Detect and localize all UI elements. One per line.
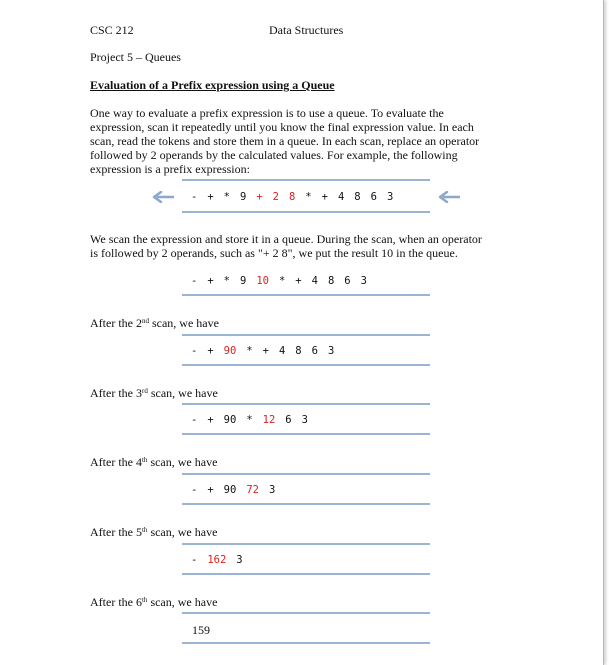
queue-token: - (191, 554, 198, 566)
queue-token: 10 (256, 275, 269, 287)
intro-paragraph (90, 106, 479, 176)
course-code: CSC 212 (90, 23, 134, 37)
queue-token: 3 (386, 191, 394, 203)
queue-token: 90 (223, 414, 237, 426)
queue-bottom-line (182, 573, 430, 575)
queue-token: + (207, 484, 214, 496)
queue-token: * (246, 345, 253, 357)
queue-bottom-line (182, 503, 430, 505)
queue-token: 8 (327, 275, 335, 287)
queue-token: 4 (311, 275, 318, 287)
scan-label-2: After the 2nd scan, we have (90, 316, 219, 330)
queue-bottom-line (182, 642, 430, 644)
queue-token: 2 (272, 191, 279, 203)
scan-text-line: We scan the expression and store it in a queue. During the scan, when an operator (90, 232, 482, 246)
left-arrow-icon (152, 191, 174, 203)
intro-line: followed by 2 operands by the calculated values. For example, the following (90, 148, 458, 162)
queue-top-line (182, 543, 430, 545)
queue-token: 12 (262, 414, 276, 426)
queue-token: + (207, 345, 214, 357)
project-title: Project 5 – Queues (90, 50, 181, 64)
left-arrow-icon (438, 191, 460, 203)
queue-token: 162 (207, 554, 227, 566)
intro-line: expression, scan it repeatedly until you know the final expression value. In each (90, 120, 474, 134)
queue-token: 8 (354, 191, 361, 203)
queue-token: * (246, 414, 253, 426)
queue-token: * (223, 275, 230, 287)
queue-token: + (295, 275, 302, 287)
scan-text-line: is followed by 2 operands, such as "+ 2 8", we put the result 10 in the queue. (90, 246, 458, 260)
scan-label-3: After the 3rd scan, we have (90, 386, 218, 400)
queue-token: 9 (239, 191, 247, 203)
queue-scan6 (192, 624, 220, 636)
queue-token: + (321, 191, 328, 203)
queue-token: - (191, 191, 198, 203)
intro-line: scan, read the tokens and store them in a queue. In each scan, replace an operator (90, 134, 480, 148)
course-subject: Data Structures (269, 23, 344, 37)
queue-top-line (182, 473, 430, 475)
queue-scan3 (191, 414, 318, 426)
intro-line: expression is a prefix expression: (90, 162, 250, 176)
queue-scan2 (191, 345, 344, 357)
queue-token: * (278, 275, 286, 287)
queue-token: - (191, 484, 198, 496)
queue-scan1 (191, 275, 377, 287)
queue-initial (191, 191, 403, 203)
queue-token: 9 (239, 275, 247, 287)
queue-scan5 (191, 554, 253, 566)
queue-top-line (182, 612, 430, 614)
queue-token: 4 (337, 191, 345, 203)
queue-scan4 (191, 484, 285, 496)
queue-token: 8 (295, 345, 302, 357)
scan-label-6: After the 6th scan, we have (90, 595, 218, 609)
queue-token: * (223, 191, 230, 203)
queue-top-line (182, 334, 430, 336)
queue-token: + (207, 191, 214, 203)
queue-token: + (207, 275, 214, 287)
queue-token: 3 (327, 345, 335, 357)
queue-token: 6 (344, 275, 351, 287)
queue-token: 3 (268, 484, 276, 496)
queue-bottom-line (182, 433, 430, 435)
queue-token: 6 (370, 191, 377, 203)
queue-token: - (191, 414, 198, 426)
queue-token: 90 (223, 484, 237, 496)
queue-token: + (262, 345, 269, 357)
queue-token: 3 (236, 554, 243, 566)
queue-token: 90 (223, 345, 237, 357)
queue-token: 4 (278, 345, 286, 357)
queue-top-line (182, 179, 430, 181)
scan-label-4: After the 4th scan, we have (90, 455, 218, 469)
queue-token: 8 (288, 191, 296, 203)
section-heading: Evaluation of a Prefix expression using a Queue (90, 78, 335, 92)
queue-bottom-line (182, 211, 430, 213)
queue-bottom-line (182, 294, 430, 296)
queue-bottom-line (182, 364, 430, 366)
first-scan-paragraph (90, 232, 482, 260)
queue-token: 3 (301, 414, 308, 426)
queue-token: + (256, 191, 263, 203)
queue-token: 3 (360, 275, 367, 287)
queue-token: - (191, 345, 198, 357)
intro-line: One way to evaluate a prefix expression is to use a queue. To evaluate the (90, 106, 444, 120)
queue-token: 6 (285, 414, 292, 426)
queue-token: 6 (311, 345, 318, 357)
queue-token: + (207, 414, 214, 426)
scan-label-5: After the 5th scan, we have (90, 525, 218, 539)
queue-token: - (191, 275, 198, 287)
queue-token: * (305, 191, 312, 203)
queue-top-line (182, 403, 430, 405)
queue-token: 72 (246, 484, 259, 496)
queue-token: 159 (192, 623, 210, 637)
